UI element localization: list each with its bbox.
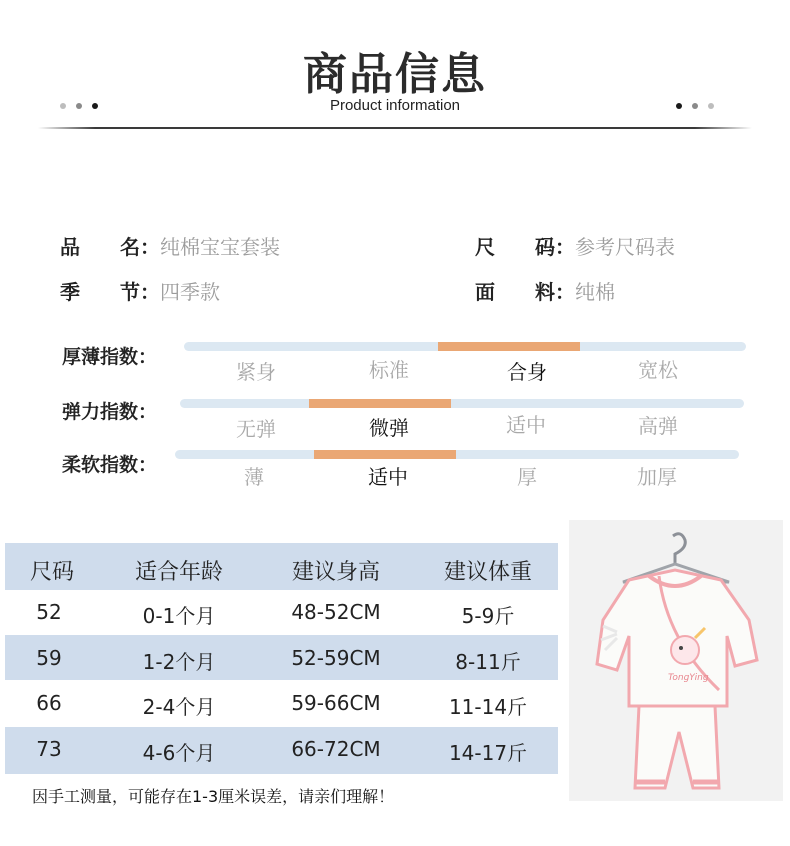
table-cell: 66-72CM	[291, 737, 381, 761]
info-size-value: 参考尺码表	[575, 235, 675, 259]
info-season	[60, 276, 220, 305]
table-header-cell: 建议身高	[291, 560, 380, 585]
softness-index-track	[175, 450, 739, 459]
table-header-cell: 适合年龄	[134, 560, 223, 585]
header-divider	[38, 127, 752, 129]
elasticity-option: 高弹	[638, 414, 678, 438]
thickness-option: 宽松	[638, 358, 678, 382]
thickness-option: 标准	[369, 358, 409, 382]
table-cell: 5-9斤	[461, 604, 515, 628]
table-header-cell: 建议体重	[443, 560, 532, 585]
table-cell: 59	[36, 646, 62, 670]
table-cell: 52	[36, 600, 62, 624]
info-name	[60, 231, 280, 260]
table-cell: 48-52CM	[291, 600, 381, 624]
thickness-option: 紧身	[236, 360, 276, 384]
elasticity-option-selected: 微弹	[369, 416, 409, 440]
info-fabric-value: 纯棉	[575, 280, 615, 304]
info-fabric	[475, 276, 615, 305]
table-cell: 4-6个月	[142, 741, 216, 765]
info-season-value: 四季款	[160, 280, 220, 304]
table-cell: 1-2个月	[142, 650, 216, 674]
info-name-label: 品 名：	[60, 235, 160, 259]
decor-dot	[76, 103, 82, 109]
thickness-index-label: 厚薄指数：	[62, 346, 158, 368]
measurement-note: 因手工测量，可能存在1-3厘米误差，请亲们理解！	[32, 787, 395, 806]
page-title: 商品信息	[303, 49, 487, 100]
size-table	[5, 543, 558, 774]
softness-option-selected: 适中	[368, 465, 408, 489]
elasticity-option: 适中	[506, 413, 546, 437]
info-name-value: 纯棉宝宝套装	[160, 235, 280, 259]
thickness-index-selected-segment	[438, 342, 580, 351]
softness-index-label: 柔软指数：	[62, 454, 158, 476]
decor-dot	[692, 103, 698, 109]
softness-option: 厚	[517, 465, 537, 489]
info-season-label: 季 节：	[60, 280, 160, 304]
decor-dot	[92, 103, 98, 109]
softness-option: 薄	[244, 465, 264, 489]
elasticity-index-track	[180, 399, 744, 408]
softness-option: 加厚	[637, 465, 677, 489]
info-fabric-label: 面 料：	[475, 280, 575, 304]
softness-index-selected-segment	[314, 450, 456, 459]
info-size-label: 尺 码：	[475, 235, 575, 259]
table-cell: 14-17斤	[448, 741, 528, 765]
decor-dot	[60, 103, 66, 109]
table-cell: 73	[36, 737, 62, 761]
baby-pants-icon	[635, 706, 719, 788]
info-size	[475, 231, 675, 260]
elasticity-option: 无弹	[236, 417, 276, 441]
product-photo	[569, 520, 783, 801]
table-cell: 2-4个月	[142, 695, 216, 719]
elasticity-index-selected-segment	[309, 399, 451, 408]
table-cell: 0-1个月	[142, 604, 216, 628]
decor-dot	[676, 103, 682, 109]
brand-print: TongYing	[668, 673, 709, 683]
table-cell: 66	[36, 691, 62, 715]
hanger-hook-icon	[673, 534, 685, 564]
table-cell: 59-66CM	[291, 691, 381, 715]
page-subtitle: Product information	[329, 97, 461, 114]
elasticity-index-label: 弹力指数：	[62, 401, 158, 423]
decor-dot	[708, 103, 714, 109]
table-header-cell: 尺码	[29, 560, 74, 585]
table-cell: 11-14斤	[448, 695, 528, 719]
baby-outfit-illustration	[569, 520, 783, 801]
thickness-option-selected: 合身	[507, 360, 547, 384]
table-cell: 52-59CM	[291, 646, 381, 670]
unicorn-print-icon	[671, 636, 699, 664]
table-cell: 8-11斤	[455, 650, 521, 674]
